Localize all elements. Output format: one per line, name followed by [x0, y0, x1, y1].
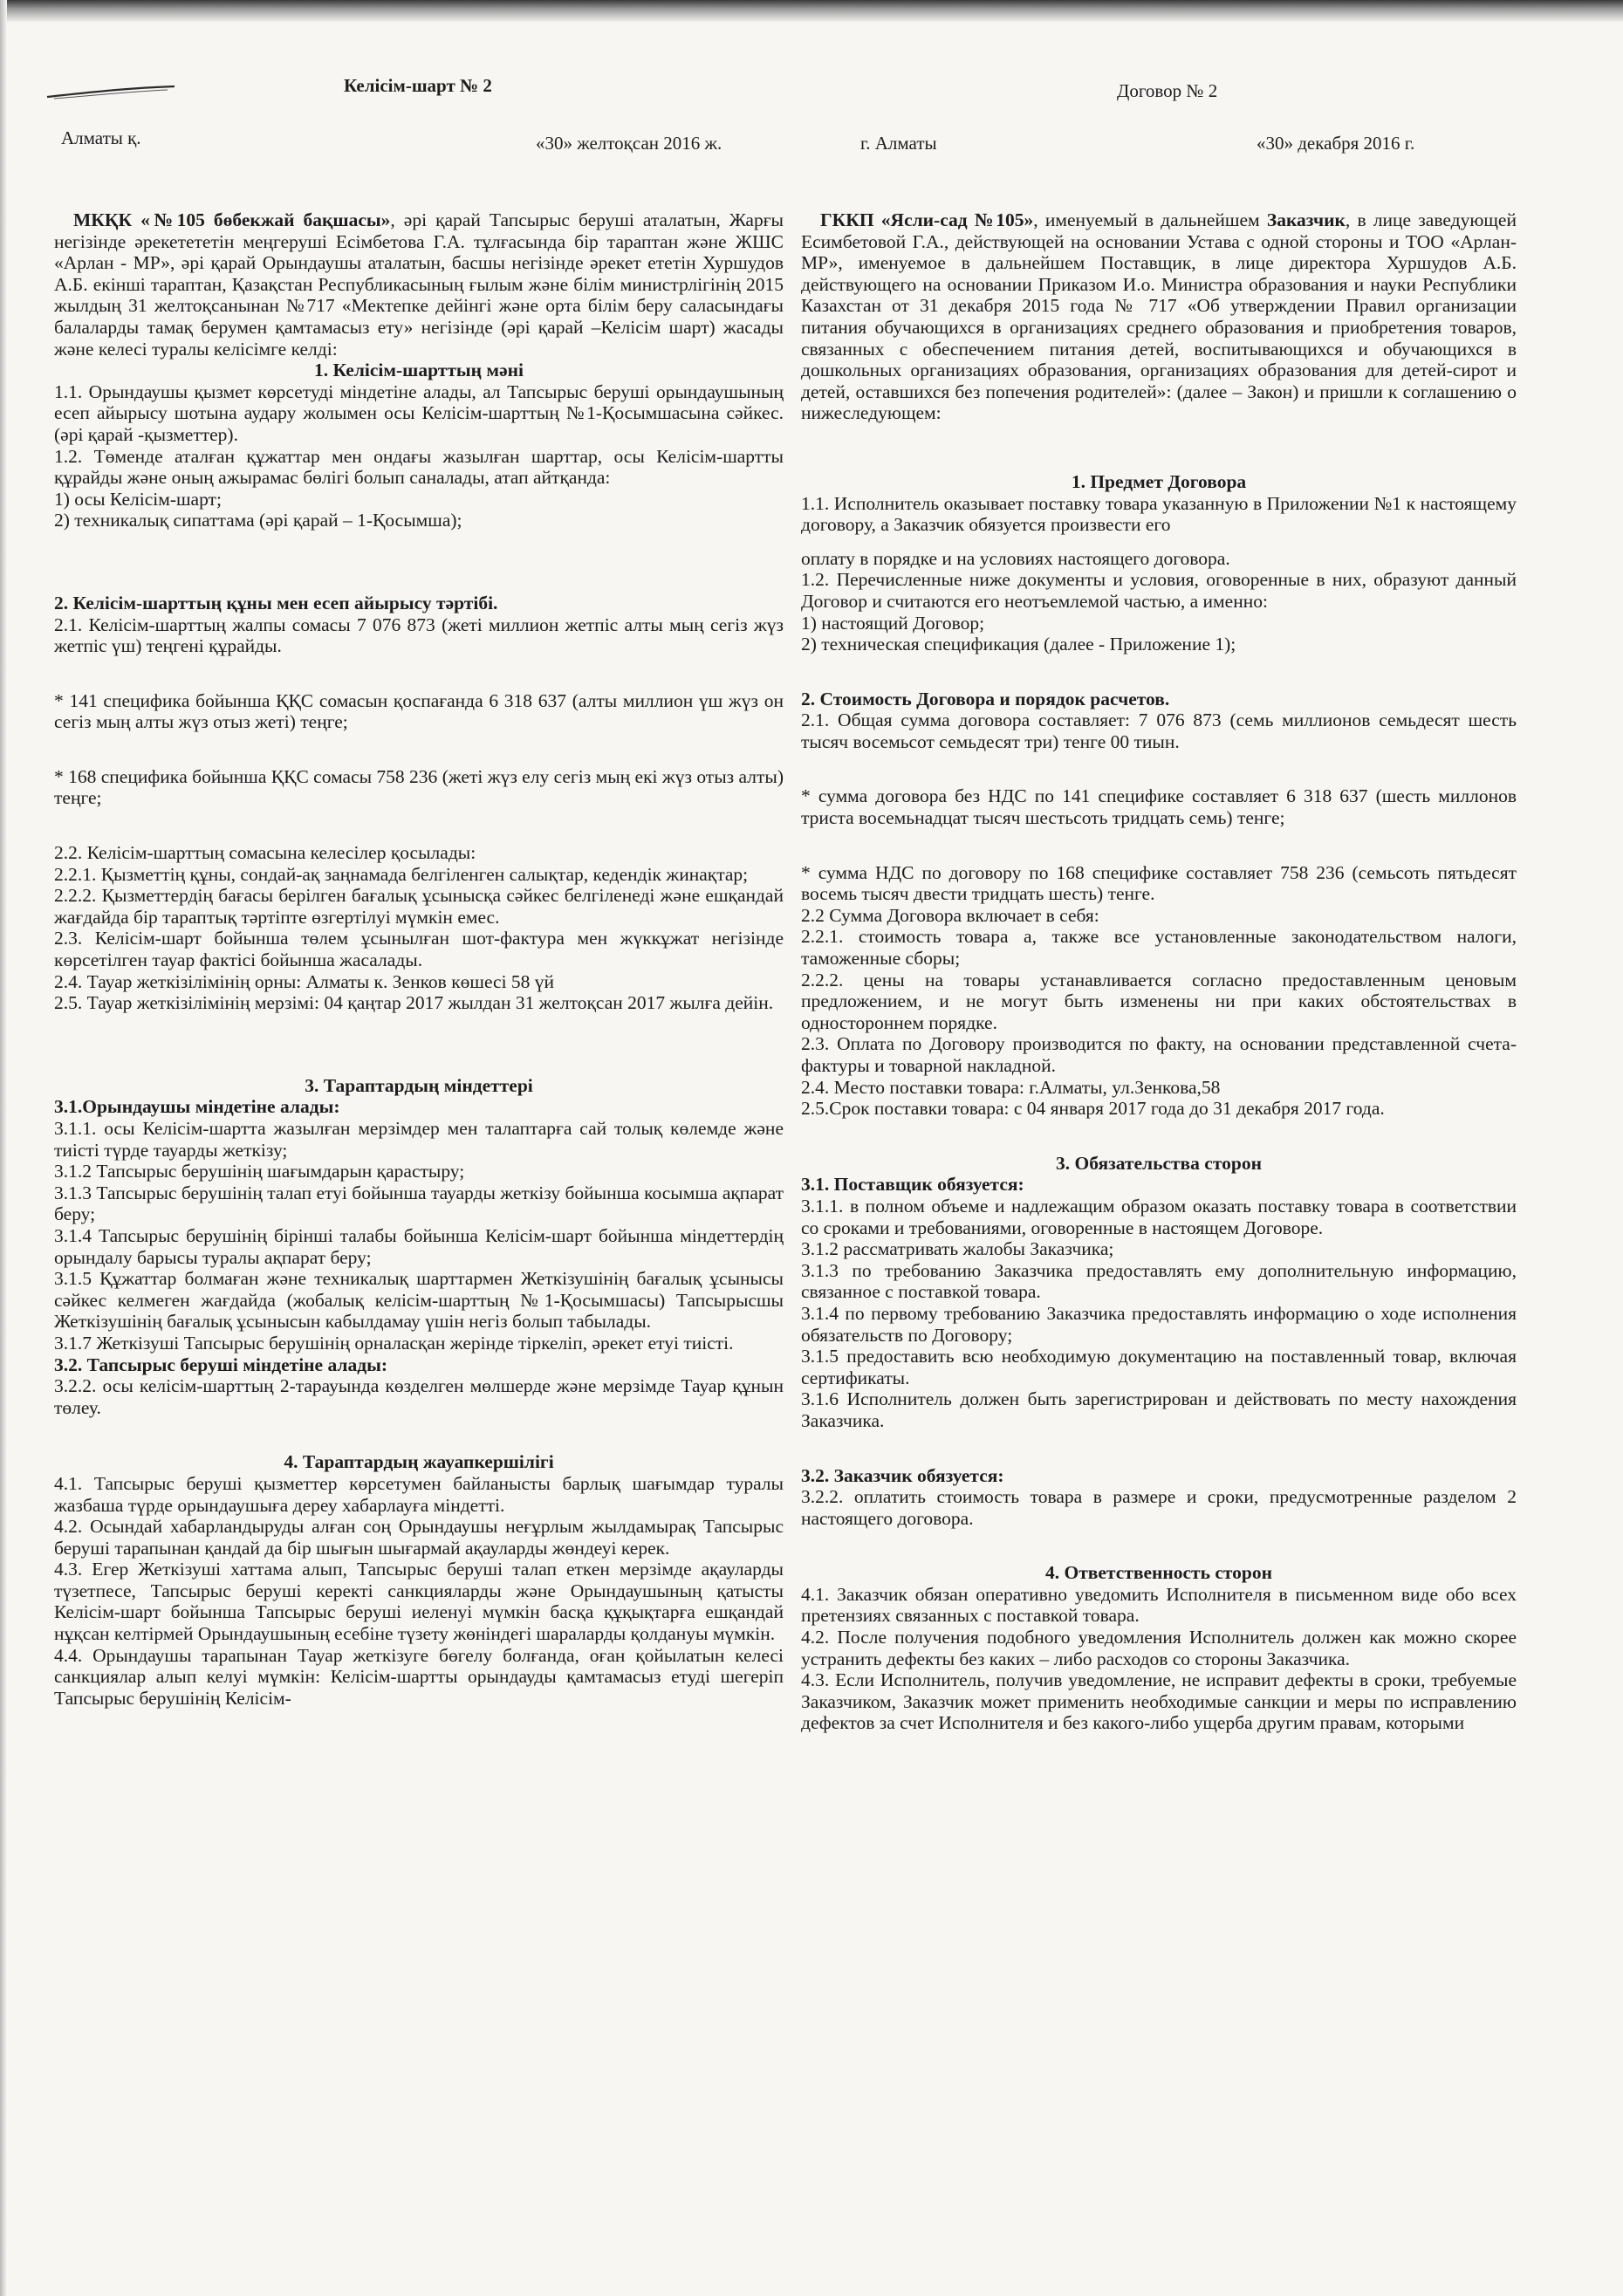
ru-s2-item: 2.4. Место поставки товара: г.Алматы, ул.Зенкова,58 [801, 1076, 1221, 1098]
kz-date: «30» желтоқсан 2016 ж. [536, 133, 722, 154]
kz-s3-1-title: 3.1.Орындаушы міндетіне алады: [54, 1096, 340, 1118]
ru-s2-item: 2.2.1. стоимость товара а, также все установленные законодательством налоги, таможенные сборы; [801, 926, 1517, 970]
ru-s1-item: 1) настоящий Договор; [801, 612, 985, 634]
kz-intro-lead: МКҚК «№105 бөбекжай бақшасы» [73, 209, 391, 230]
kz-s3-item: 3.1.3 Тапсырыс берушінің талап етуі бойынша тауарды жеткізу бойынша косымша ақпарат беру; [54, 1182, 784, 1225]
ru-s3-item: 3.1.3 по требованию Заказчика предоставлять ему дополнительную информацию, связанное с поставкой товара. [801, 1259, 1517, 1303]
ru-s2-total: 2.1. Общая сумма договора составляет: 7 076 873 (семь миллионов семьдесят шесть тысяч восемьсот семьдесят три) тенге 00 тиын. [801, 709, 1517, 752]
kz-s2-item: 2.5. Тауар жеткізілімінің мерзімі: 04 қаңтар 2017 жылдан 31 желтоқсан 2017 жылға дейін. [54, 992, 774, 1014]
scan-left-edge [0, 0, 7, 2296]
ru-s4-item: 4.2. После получения подобного уведомления Исполнитель должен как можно скорее устранить дефекты без каких – либо расходов со стороны Заказчика. [801, 1627, 1517, 1669]
ru-s1-item-continued: оплату в порядке и на условиях настоящего договора. [801, 547, 1230, 569]
ru-intro-lead: ГККП «Ясли-сад №105» [820, 209, 1034, 230]
ru-section-2-title: 2. Стоимость Договора и порядок расчетов. [801, 688, 1170, 709]
ru-section-3-title: 3. Обязательства сторон [1056, 1152, 1262, 1174]
ru-section-1-title: 1. Предмет Договора [1071, 470, 1247, 492]
pen-stroke-mark [45, 83, 176, 102]
ru-section-4-title: 4. Ответственность сторон [1044, 1562, 1273, 1584]
kz-contract-title: Келісім-шарт № 2 [344, 75, 492, 96]
kz-s2-item: 2.4. Тауар жеткізілімінің орны: Алматы к. Зенков көшесі 58 үй [54, 970, 555, 992]
kz-s3-item: 3.1.5 Құжаттар болмаған және техникалық шарттармен Жеткізушінің бағалық ұсынысы сәйкес келмеген жағдайда (жобалық келісім-шарттың №1-Қосымшасы) Тапсырысшы Жеткізушінің бағалық ұсынысын кабылдамау үшін негіз болып табылады. [54, 1268, 784, 1333]
ru-s1-item: 1.2. Перечисленные ниже документы и условия, оговоренные в них, образуют данный Договор и считаются его неотъемлемой частью, а именно: [801, 569, 1517, 612]
kz-intro-rest: , әрі қарай Тапсырыс беруші аталатын, Жарғы негізінде әрекетететін меңгеруші Есімбетова Г.А. тұлғасында бір тараптан және ЖШС «Арлан - МР», әрі қарай Орындаушы аталатын, басшы негізінде әрекет ететін Хуршудов А.Б. екінші тараптан, Қазақстан Республикасының ғылым және білім министрлігінің 2015 жылдың 31 желтоқсанынан №717 «Мектепке дейінгі және орта білім беру саласындағы балаларды тамақ берумен қамтамасыз ету» негізінде (әрі қарай –Келісім шарт) жасады және келесі туралы келісімге келді: [54, 209, 784, 360]
kz-s3-2-title: 3.2. Тапсырыс беруші міндетіне алады: [54, 1354, 388, 1375]
ru-s3-item: 3.1.1. в полном объеме и надлежащим образом оказать поставку товара в соответствии со сроками и требованиями, оговоренные в настоящем Договоре. [801, 1195, 1517, 1238]
kz-s4-item: 4.2. Осындай хабарландыруды алған соң Орындаушы неғұрлым жылдамырақ Тапсырыс беруші тарапынан қандай да бір шығын шығармай ақауларды жөндеуі керек. [54, 1516, 784, 1559]
kz-s3-item: 3.1.7 Жеткізуші Тапсырыс берушінің орналасқан жерінде тіркеліп, әрекет етуі тиісті. [54, 1332, 734, 1354]
kz-s1-item: 1.2. Төменде аталған құжаттар мен ондағы жазылған шарттар, осы Келісім-шартты құрайды және оның ажырамас бөлігі болып саналады, атап айтқанда: [54, 445, 784, 489]
ru-contract-title: Договор № 2 [1117, 80, 1218, 101]
kz-city: Алматы қ. [61, 127, 141, 148]
ru-s3-2-title: 3.2. Заказчик обязуется: [801, 1464, 1004, 1486]
ru-city: г. Алматы [860, 133, 937, 154]
kz-s2-item: 2.3. Келісім-шарт бойынша төлем ұсынылған шот-фактура мен жүккұжат негізінде көрсетілген тауар фактісі бойынша жасалады. [54, 928, 784, 971]
kz-s1-item: 2) техникалық сипаттама (әрі қарай – 1-Қосымша); [54, 510, 462, 531]
kz-s1-item: 1) осы Келісім-шарт; [54, 488, 222, 510]
ru-s3-item: 3.1.2 рассматривать жалобы Заказчика; [801, 1238, 1114, 1260]
kz-s4-item: 4.4. Орындаушы тарапынан Тауар жеткізуге бөгелу болғанда, оған қойылатын келесі санкциялар алып келуі мүмкін: Келісім-шартты орындауды қамтамасыз етуді шегеріп Тапсырыс берушінің Келісім- [54, 1644, 784, 1709]
kz-s2-total: 2.1. Келісім-шарттың жалпы сомасы 7 076 873 (жеті миллион жетпіс алты мың сегіз жүз жетпіс үш) теңгені құрайды. [54, 613, 784, 657]
scan-top-edge [0, 0, 1623, 23]
ru-s2-item: 2.2 Сумма Договора включает в себя: [801, 904, 1099, 926]
ru-intro-customer: Заказчик [1266, 209, 1346, 230]
ru-intro-mid: , именуемый в дальнейшем [1033, 209, 1267, 230]
kz-s3-item: 3.1.2 Тапсырыс берушінің шағымдарын қарастыру; [54, 1161, 465, 1182]
kz-s3-item: 3.1.4 Тапсырыс берушінің бірінші талабы бойынша Келісім-шарт бойынша міндеттердің орындалу барысы туралы ақпарат беру; [54, 1224, 784, 1268]
kz-s2-spec-141: * 141 спецификa бойынша ҚҚС сомасын қоспағанда 6 318 637 (алты миллион үш жүз он сегіз мың алты жүз отыз жеті) теңге; [54, 689, 784, 733]
ru-s3-2-item: 3.2.2. оплатить стоимость товара в размере и сроки, предусмотренные разделом 2 настоящего договора. [801, 1486, 1517, 1529]
kz-s4-item: 4.1. Тапсырыс беруші қызметтер көрсетумен байланысты барлық шағымдар туралы жазбаша түрде орындаушыға дереу хабарлауға міндетті. [54, 1472, 784, 1516]
ru-s2-item: 2.5.Срок поставки товара: с 04 января 2017 года до 31 декабря 2017 года. [801, 1098, 1385, 1120]
ru-s4-item: 4.1. Заказчик обязан оперативно уведомить Исполнителя в письменном виде обо всех претензиях связанных с поставкой товара. [801, 1583, 1517, 1627]
ru-s3-item: 3.1.6 Исполнитель должен быть зарегистрирован и действовать по месту нахождения Заказчика. [801, 1388, 1517, 1431]
kz-intro [54, 209, 784, 360]
kz-s3-item: 3.1.1. осы Келісім-шартта жазылған мерзімдер мен талаптарға сай толық көлемде және тиісті түрде тауарды жеткізу; [54, 1118, 784, 1161]
kz-s1-item: 1.1. Орындаушы қызмет көрсетуді міндетіне алады, ал Тапсырыс беруші орындаушының есеп айырысу шотына аудару жолымен осы Келісім-шарттың №1-Қосымшасына сәйкес. (әрі қарай -қызметтер). [54, 380, 784, 445]
kz-body [54, 209, 784, 1709]
ru-s2-item: 2.3. Оплата по Договору производится по факту, на основании представленной счета-фактуры и товарной накладной. [801, 1033, 1517, 1076]
kz-s2-item: 2.2. Келісім-шарттың сомасына келесілер қосылады: [54, 842, 476, 864]
ru-date: «30» декабря 2016 г. [1257, 133, 1415, 154]
kz-section-3-title: 3. Тараптардың міндеттері [305, 1074, 533, 1096]
kz-s2-item: 2.2.2. Қызметтердің бағасы берілген бағалық ұсынысқа сәйкес белгіленеді және ешқандай жағдайда бір тараптық тәртіпте өзгертілуі мүмкін емес. [54, 885, 784, 928]
ru-s2-item: 2.2.2. цены на товары устанавливается согласно предоставленным ценовым предложением, и не могут быть изменены ни при каких обстоятельствах в одностороннем порядке. [801, 969, 1517, 1033]
ru-s1-item: 2) техническая спецификация (далее - Приложение 1); [801, 634, 1236, 655]
kz-s2-spec-168: * 168 спецификa бойынша ҚҚС сомасы 758 236 (жеті жүз елу сегіз мың екі жүз отыз алты) теңге; [54, 765, 784, 809]
ru-s2-spec-141: * сумма договора без НДС по 141 специфике составляет 6 318 637 (шесть миллонов триста восемьнадцат тысяч шестьсоть тридцать семь) тенге; [801, 785, 1517, 829]
ru-body [801, 209, 1517, 1734]
kz-section-4-title: 4. Тараптардың жауапкершілігі [284, 1451, 554, 1473]
ru-intro-rest: , в лице заведующей Есимбетовой Г.А., действующей на основании Устава с одной стороны и ТОО «Арлан-МР», именуемое в дальнейшем Поставщик, в лице директора Хуршудов А.Б. действующего на основании Приказом И.о. Министра образования и науки Республики Казахстан от 31 декабря 2015 года № 717 «Об утверждении Правил организации питания обучающихся в организациях среднего образования и приобретения товаров, связанных с обеспечением питания детей, воспитывающихся и обучающихся в дошкольных организациях образования, организациях образования для детей-сирот и детей, оставшихся без попечения родителей»: (далее – Закон) и пришли к соглашению о нижеследующем: [801, 209, 1517, 424]
ru-s3-1-title: 3.1. Поставщик обязуется: [801, 1174, 1024, 1196]
ru-s1-item: 1.1. Исполнитель оказывает поставку товара указанную в Приложении №1 к настоящему договору, а Заказчик обязуется произвести его [801, 492, 1517, 536]
kz-s4-item: 4.3. Егер Жеткізуші хаттама алып, Тапсырыс беруші талап еткен мерзімде ақауларды түзетпесе, Тапсырыс беруші керекті санкцияларды және Орындаушының қатысты Келісім-шарт бойынша Тапсырыс беруші иеленуі мүмкін басқа құқықтарға ешқандай нұқсан келтірмей Орындаушының есебіне түзету жөніндегі шараларды қолдануы мүмкін. [54, 1559, 784, 1645]
ru-intro [801, 209, 1517, 424]
kz-section-2-title: 2. Келісім-шарттың құны мен есеп айырысу тәртібі. [54, 592, 498, 613]
ru-s2-spec-168: * сумма НДС по договору по 168 специфике составляет 758 236 (семьсоть пятьдесят восемь тысяч двести тридцать шесть) тенге. [801, 861, 1517, 905]
kz-s2-item: 2.2.1. Қызметтің құны, сондай-ақ заңнамада белгіленген салықтар, кедендік жинақтар; [54, 863, 749, 885]
kz-s3-2-item: 3.2.2. осы келісім-шарттың 2-тарауында көзделген мөлшерде және мерзімде Тауар құнын төлеу. [54, 1375, 784, 1418]
ru-s4-item: 4.3. Если Исполнитель, получив уведомление, не исправит дефекты в сроки, требуемые Заказчиком, Заказчик может применить необходимые санкции и меры по исправлению дефектов за счет Исполнителя и без какого-либо ущерба другим правам, которыми [801, 1669, 1517, 1734]
ru-s3-item: 3.1.5 предоставить всю необходимую документацию на поставленный товар, включая сертификаты. [801, 1346, 1517, 1388]
kz-section-1-title: 1. Келісім-шарттың мәні [314, 360, 524, 381]
ru-s3-item: 3.1.4 по первому требованию Заказчика предоставлять информацию о ходе исполнения обязательств по Договору; [801, 1302, 1517, 1346]
